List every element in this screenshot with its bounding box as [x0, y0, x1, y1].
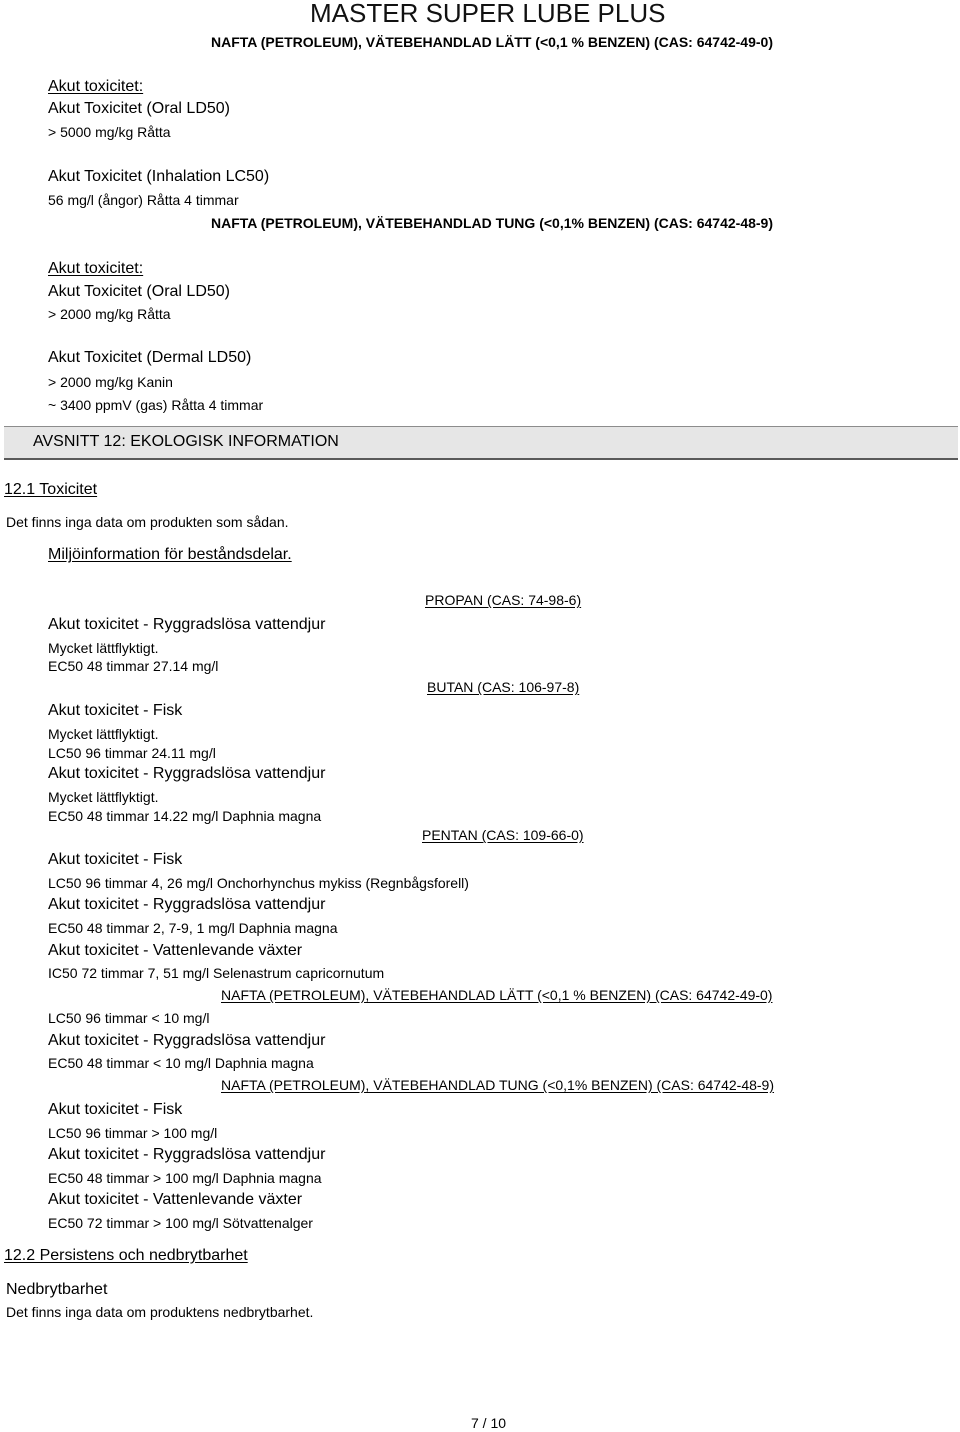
components-heading: Miljöinformation för beståndsdelar.: [48, 546, 292, 563]
toxicity-value: Mycket lättflyktigt.: [48, 789, 159, 805]
toxicity-label: Akut Toxicitet (Inhalation LC50): [48, 168, 270, 185]
toxicity-value: EC50 48 timmar > 100 mg/l Daphnia magna: [48, 1170, 322, 1186]
toxicity-label: Akut toxicitet - Fisk: [48, 1101, 183, 1118]
degradability-statement: Det finns inga data om produktens nedbrytbarhet.: [6, 1304, 314, 1320]
toxicity-value: LC50 96 timmar < 10 mg/l: [48, 1010, 210, 1026]
toxicity-label: Akut Toxicitet (Oral LD50): [48, 283, 230, 300]
toxicity-label: Akut toxicitet - Ryggradslösa vattendjur: [48, 1146, 326, 1163]
toxicity-label: Akut toxicitet - Ryggradslösa vattendjur: [48, 616, 326, 633]
toxicity-value: LC50 96 timmar > 100 mg/l: [48, 1125, 218, 1141]
toxicity-value: LC50 96 timmar 4, 26 mg/l Onchorhynchus mykiss (Regnbågsforell): [48, 875, 469, 891]
toxicity-value: Mycket lättflyktigt.: [48, 726, 159, 742]
component-name: NAFTA (PETROLEUM), VÄTEBEHANDLAD LÄTT (<0,1 % BENZEN) (CAS: 64742-49-0): [221, 987, 773, 1003]
product-title: MASTER SUPER LUBE PLUS: [310, 0, 666, 28]
component-name: PENTAN (CAS: 109-66-0): [422, 827, 584, 843]
toxicity-label: Akut toxicitet - Ryggradslösa vattendjur: [48, 765, 326, 782]
toxicity-label: Akut Toxicitet (Dermal LD50): [48, 349, 252, 366]
toxicity-value: LC50 96 timmar 24.11 mg/l: [48, 745, 216, 761]
acute-toxicity-heading: Akut toxicitet:: [48, 78, 144, 95]
component-name: BUTAN (CAS: 106-97-8): [427, 679, 580, 695]
component-name: NAFTA (PETROLEUM), VÄTEBEHANDLAD TUNG (<0,1% BENZEN) (CAS: 64742-48-9): [211, 215, 773, 231]
subsection-heading: 12.2 Persistens och nedbrytbarhet: [4, 1247, 248, 1264]
component-name: NAFTA (PETROLEUM), VÄTEBEHANDLAD TUNG (<0,1% BENZEN) (CAS: 64742-48-9): [221, 1077, 775, 1093]
degradability-heading: Nedbrytbarhet: [6, 1281, 108, 1298]
toxicity-value: > 5000 mg/kg Råtta: [48, 124, 171, 140]
toxicity-value: EC50 48 timmar 2, 7-9, 1 mg/l Daphnia magna: [48, 920, 338, 936]
page-number: 7 / 10: [471, 1415, 507, 1431]
product-statement: Det finns inga data om produkten som sådan.: [6, 514, 289, 530]
toxicity-label: Akut toxicitet - Ryggradslösa vattendjur: [48, 1032, 326, 1049]
toxicity-value: > 2000 mg/kg Kanin: [48, 374, 173, 390]
toxicity-label: Akut toxicitet - Ryggradslösa vattendjur: [48, 896, 326, 913]
subsection-heading: 12.1 Toxicitet: [4, 481, 98, 498]
toxicity-label: Akut toxicitet - Fisk: [48, 851, 183, 868]
acute-toxicity-heading: Akut toxicitet:: [48, 260, 144, 277]
section-title: AVSNITT 12: EKOLOGISK INFORMATION: [33, 433, 339, 450]
section-title-bar: [4, 426, 958, 460]
component-name: NAFTA (PETROLEUM), VÄTEBEHANDLAD LÄTT (<0,1 % BENZEN) (CAS: 64742-49-0): [211, 34, 773, 50]
toxicity-value: EC50 48 timmar < 10 mg/l Daphnia magna: [48, 1055, 314, 1071]
toxicity-value: EC50 48 timmar 14.22 mg/l Daphnia magna: [48, 808, 322, 824]
toxicity-label: Akut toxicitet - Fisk: [48, 702, 183, 719]
toxicity-value: EC50 48 timmar 27.14 mg/l: [48, 658, 219, 674]
toxicity-value: > 2000 mg/kg Råtta: [48, 306, 171, 322]
toxicity-label: Akut Toxicitet (Oral LD50): [48, 100, 230, 117]
toxicity-value: ~ 3400 ppmV (gas) Råtta 4 timmar: [48, 397, 264, 413]
toxicity-label: Akut toxicitet - Vattenlevande växter: [48, 942, 303, 959]
toxicity-value: Mycket lättflyktigt.: [48, 640, 159, 656]
toxicity-label: Akut toxicitet - Vattenlevande växter: [48, 1191, 303, 1208]
toxicity-value: IC50 72 timmar 7, 51 mg/l Selenastrum capricornutum: [48, 965, 385, 981]
toxicity-value: EC50 72 timmar > 100 mg/l Sötvattenalger: [48, 1215, 313, 1231]
toxicity-value: 56 mg/l (ångor) Råtta 4 timmar: [48, 192, 239, 208]
component-name: PROPAN (CAS: 74-98-6): [425, 592, 582, 608]
